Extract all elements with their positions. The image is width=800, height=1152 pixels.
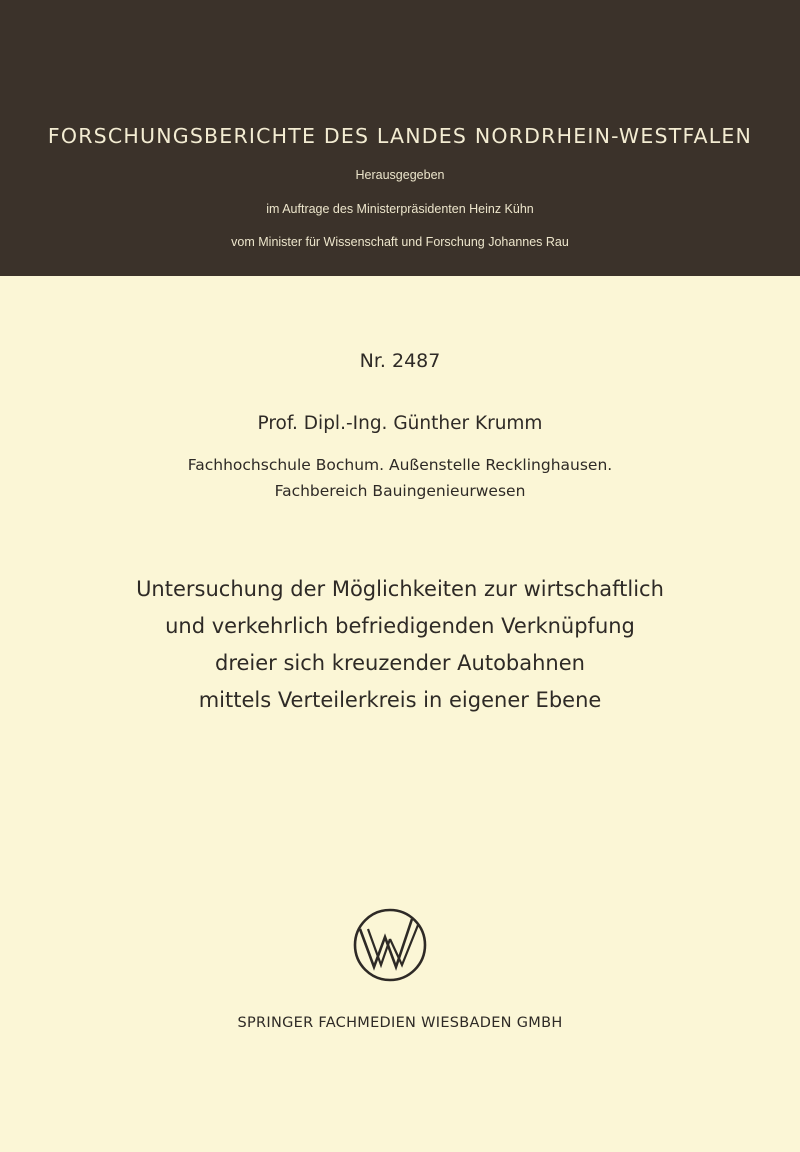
publisher-name: SPRINGER FACHMEDIEN WIESBADEN GMBH [237, 1015, 563, 1031]
header-band [0, 0, 800, 276]
department-line: Fachbereich Bauingenieurwesen [274, 482, 526, 500]
publisher-logo-icon [352, 907, 428, 983]
series-title: FORSCHUNGSBERICHTE DES LANDES NORDRHEIN-WESTFALEN [47, 124, 753, 148]
author-name: Prof. Dipl.-Ing. Günther Krumm [257, 413, 543, 434]
editor-line: Herausgegeben [355, 168, 445, 182]
title-line: dreier sich kreuzender Autobahnen [215, 651, 585, 675]
title-line: mittels Verteilerkreis in eigener Ebene [198, 688, 602, 712]
commission-line: im Auftrage des Ministerpräsidenten Heinz Kühn [266, 202, 534, 216]
title-line: Untersuchung der Möglichkeiten zur wirtschaftlich [136, 577, 664, 601]
title-line: und verkehrlich befriedigenden Verknüpfung [165, 614, 635, 638]
book-title [0, 571, 800, 719]
minister-line: vom Minister für Wissenschaft und Forschung Johannes Rau [231, 235, 569, 249]
report-number: Nr. 2487 [359, 350, 441, 372]
institution-line: Fachhochschule Bochum. Außenstelle Recklinghausen. [187, 456, 613, 474]
